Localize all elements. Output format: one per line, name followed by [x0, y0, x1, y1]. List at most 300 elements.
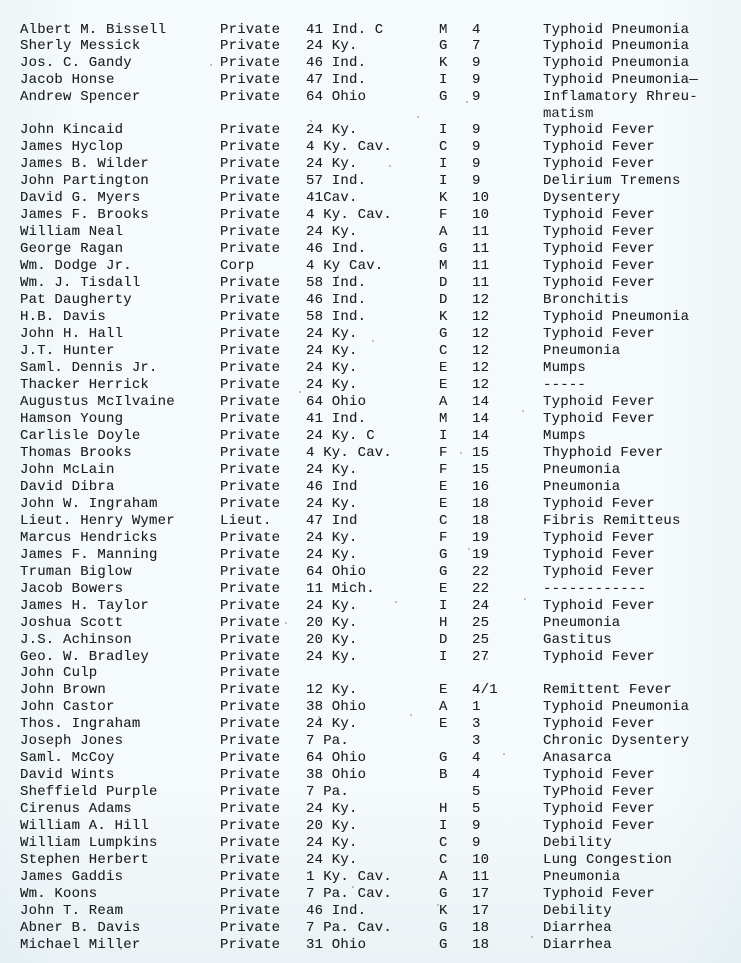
regiment: 4 Ky. Cav.: [306, 207, 393, 223]
regiment: 24 Ky.: [306, 530, 358, 546]
soldier-name: John T. Ream: [20, 903, 124, 919]
speck: [466, 101, 468, 103]
soldier-name: James Gaddis: [20, 869, 124, 885]
soldier-name: James H. Taylor: [20, 598, 150, 614]
regiment: 24 Ky. C: [306, 428, 375, 444]
rank: Private: [220, 716, 281, 732]
cause-of-death: Mumps: [543, 428, 587, 444]
list-item: [0, 445, 741, 462]
list-item: [0, 411, 741, 428]
company: I: [439, 156, 448, 172]
speck: [531, 936, 533, 938]
soldier-name: John Culp: [20, 665, 98, 681]
list-item: [0, 462, 741, 479]
soldier-name: Joseph Jones: [20, 733, 124, 749]
company: G: [439, 920, 448, 936]
list-item: [0, 156, 741, 173]
rank: Private: [220, 801, 281, 817]
list-item: [0, 835, 741, 852]
date: 4/1: [472, 682, 498, 698]
list-item: [0, 581, 741, 598]
company: G: [439, 937, 448, 953]
speck: [417, 116, 419, 118]
date: 9: [472, 818, 481, 834]
date: 10: [472, 190, 490, 206]
rank: Private: [220, 581, 281, 597]
cause-of-death: Fibris Remitteus: [543, 513, 681, 529]
cause-of-death: Typhoid Fever: [543, 275, 655, 291]
speck: [299, 391, 301, 393]
soldier-name: Thomas Brooks: [20, 445, 132, 461]
regiment: 24 Ky.: [306, 38, 358, 54]
company: C: [439, 852, 448, 868]
date: 15: [472, 445, 490, 461]
list-item: [0, 699, 741, 716]
speck: [522, 410, 524, 412]
cause-of-death: Typhoid Fever: [543, 530, 655, 546]
cause-of-death: Typhoid Fever: [543, 394, 655, 410]
rank: Private: [220, 411, 281, 427]
company: G: [439, 89, 448, 105]
cause-of-death: Pneumonia: [543, 869, 621, 885]
cause-of-death: Pneumonia: [543, 615, 621, 631]
rank: Private: [220, 462, 281, 478]
list-item: [0, 886, 741, 903]
cause-of-death: Diarrhea: [543, 937, 612, 953]
company: I: [439, 72, 448, 88]
list-item: [0, 38, 741, 55]
regiment: 24 Ky.: [306, 360, 358, 376]
list-item: [0, 733, 741, 750]
soldier-name: Andrew Spencer: [20, 89, 141, 105]
regiment: 38 Ohio: [306, 767, 367, 783]
list-item: [0, 258, 741, 275]
date: 17: [472, 903, 490, 919]
rank: Private: [220, 173, 281, 189]
regiment: 24 Ky.: [306, 156, 358, 172]
regiment: 46 Ind.: [306, 55, 367, 71]
date: 5: [472, 801, 481, 817]
cause-of-death: Typhoid Fever: [543, 767, 655, 783]
soldier-name: Lieut. Henry Wymer: [20, 513, 175, 529]
regiment: 46 Ind.: [306, 241, 367, 257]
speck: [310, 120, 312, 122]
speck: [468, 548, 470, 550]
company: K: [439, 55, 448, 71]
regiment: 24 Ky.: [306, 835, 358, 851]
date: 9: [472, 72, 481, 88]
soldier-name: William Neal: [20, 224, 124, 240]
cause-of-death: Mumps: [543, 360, 587, 376]
soldier-name: Cirenus Adams: [20, 801, 132, 817]
regiment: 24 Ky.: [306, 377, 358, 393]
company: I: [439, 649, 448, 665]
rank: Private: [220, 920, 281, 936]
cause-of-death: Typhoid Fever: [543, 207, 655, 223]
date: 7: [472, 38, 481, 54]
date: 3: [472, 716, 481, 732]
regiment: 57 Ind.: [306, 173, 367, 189]
list-item: [0, 530, 741, 547]
rank: Private: [220, 122, 281, 138]
rank: Private: [220, 547, 281, 563]
cause-of-death: Anasarca: [543, 750, 612, 766]
soldier-name: James B. Wilder: [20, 156, 150, 172]
company: E: [439, 377, 448, 393]
regiment: 38 Ohio: [306, 699, 367, 715]
cause-of-death: Typhoid Fever: [543, 411, 655, 427]
rank: Private: [220, 445, 281, 461]
list-item: [0, 122, 741, 139]
date: 4: [472, 750, 481, 766]
cause-of-death: Pneumonia: [543, 462, 621, 478]
speck: [285, 622, 287, 624]
date: 9: [472, 122, 481, 138]
regiment: 46 Ind.: [306, 903, 367, 919]
cause-of-death: Remittent Fever: [543, 682, 673, 698]
regiment: 4 Ky. Cav.: [306, 445, 393, 461]
regiment: 24 Ky.: [306, 852, 358, 868]
company: I: [439, 818, 448, 834]
rank: Private: [220, 72, 281, 88]
speck: [486, 658, 488, 660]
date: 15: [472, 462, 490, 478]
rank: Private: [220, 428, 281, 444]
cause-of-death: Debility: [543, 903, 612, 919]
regiment: 58 Ind.: [306, 275, 367, 291]
rank: Private: [220, 394, 281, 410]
cause-of-death: Typhoid Fever: [543, 801, 655, 817]
regiment: 12 Ky.: [306, 682, 358, 698]
company: A: [439, 699, 448, 715]
date: 12: [472, 292, 490, 308]
list-item: [0, 869, 741, 886]
regiment: 47 Ind.: [306, 72, 367, 88]
rank: Private: [220, 190, 281, 206]
regiment: 24 Ky.: [306, 326, 358, 342]
soldier-name: Albert M. Bissell: [20, 22, 167, 38]
soldier-name: Wm. Koons: [20, 886, 98, 902]
list-item: [0, 682, 741, 699]
rank: Private: [220, 89, 281, 105]
cause-of-death: Typhoid Fever: [543, 224, 655, 240]
date: 10: [472, 207, 490, 223]
list-item: [0, 275, 741, 292]
soldier-name: Stephen Herbert: [20, 852, 150, 868]
rank: Private: [220, 649, 281, 665]
date: 11: [472, 258, 490, 274]
regiment: 24 Ky.: [306, 122, 358, 138]
company: D: [439, 275, 448, 291]
speck: [337, 275, 339, 277]
soldier-name: Hamson Young: [20, 411, 124, 427]
date: 25: [472, 615, 490, 631]
speck: [480, 504, 482, 506]
date: 12: [472, 309, 490, 325]
regiment: 7 Pa.: [306, 733, 350, 749]
company: A: [439, 394, 448, 410]
regiment: 24 Ky.: [306, 547, 358, 563]
soldier-name: James Hyclop: [20, 139, 124, 155]
list-item: [0, 801, 741, 818]
cause-of-death: Typhoid Fever: [543, 649, 655, 665]
soldier-name: J.T. Hunter: [20, 343, 115, 359]
cause-of-death: Typhoid Fever: [543, 241, 655, 257]
rank: Private: [220, 22, 281, 38]
regiment: 64 Ohio: [306, 564, 367, 580]
date: 19: [472, 547, 490, 563]
list-item: [0, 55, 741, 72]
company: A: [439, 224, 448, 240]
cause-of-death: Typhoid Fever: [543, 886, 655, 902]
company: M: [439, 22, 448, 38]
rank: Private: [220, 869, 281, 885]
cause-of-death: Pneumonia: [543, 343, 621, 359]
date: 14: [472, 411, 490, 427]
company: G: [439, 326, 448, 342]
list-item: [0, 292, 741, 309]
speck: [318, 716, 320, 718]
company: E: [439, 496, 448, 512]
rank: Private: [220, 207, 281, 223]
soldier-name: Abner B. Davis: [20, 920, 141, 936]
list-item: [0, 547, 741, 564]
soldier-name: J.S. Achinson: [20, 632, 132, 648]
regiment: 46 Ind.: [306, 292, 367, 308]
list-item: [0, 394, 741, 411]
date: 12: [472, 326, 490, 342]
soldier-name: William Lumpkins: [20, 835, 158, 851]
regiment: 64 Ohio: [306, 750, 367, 766]
date: 14: [472, 428, 490, 444]
rank: Private: [220, 38, 281, 54]
soldier-name: Saml. McCoy: [20, 750, 115, 766]
list-item: [0, 784, 741, 801]
regiment: 24 Ky.: [306, 343, 358, 359]
company: H: [439, 801, 448, 817]
regiment: 41 Ind. C: [306, 22, 384, 38]
date: 11: [472, 275, 490, 291]
speck: [410, 714, 412, 716]
company: G: [439, 564, 448, 580]
company: I: [439, 122, 448, 138]
list-item: [0, 190, 741, 207]
company: G: [439, 241, 448, 257]
rank: Private: [220, 479, 281, 495]
date: 24: [472, 598, 490, 614]
company: C: [439, 513, 448, 529]
soldier-name: Thacker Herrick: [20, 377, 150, 393]
rank: Private: [220, 156, 281, 172]
date: 16: [472, 479, 490, 495]
list-item: [0, 615, 741, 632]
rank: Private: [220, 309, 281, 325]
soldier-name: David Dibra: [20, 479, 115, 495]
company: C: [439, 343, 448, 359]
speck: [395, 601, 397, 603]
date: 5: [472, 784, 481, 800]
rank: Private: [220, 292, 281, 308]
company: G: [439, 750, 448, 766]
cause-of-death: Bronchitis: [543, 292, 630, 308]
list-item: [0, 598, 741, 615]
list-item: [0, 89, 741, 106]
soldier-name: James F. Manning: [20, 547, 158, 563]
cause-of-death: Typhoid Pneumonia: [543, 55, 690, 71]
rank: Private: [220, 665, 281, 681]
list-item: [0, 207, 741, 224]
regiment: 20 Ky.: [306, 615, 358, 631]
regiment: 24 Ky.: [306, 496, 358, 512]
rank: Private: [220, 615, 281, 631]
regiment: 41 Ind.: [306, 411, 367, 427]
company: I: [439, 173, 448, 189]
soldier-name: William A. Hill: [20, 818, 150, 834]
soldier-name: H.B. Davis: [20, 309, 107, 325]
list-item: [0, 72, 741, 89]
list-item: [0, 818, 741, 835]
rank: Private: [220, 937, 281, 953]
regiment: 24 Ky.: [306, 598, 358, 614]
soldier-name: Carlisle Doyle: [20, 428, 141, 444]
date: 4: [472, 22, 481, 38]
soldier-name: John Kincaid: [20, 122, 124, 138]
company: F: [439, 445, 448, 461]
rank: Private: [220, 343, 281, 359]
cause-of-death: Typhoid Fever: [543, 496, 655, 512]
date: 25: [472, 632, 490, 648]
cause-of-death: Typhoid Fever: [543, 156, 655, 172]
company: K: [439, 190, 448, 206]
speck: [210, 64, 212, 66]
date: 11: [472, 224, 490, 240]
cause-of-death: Thyphoid Fever: [543, 445, 664, 461]
company: I: [439, 428, 448, 444]
soldier-name: John McLain: [20, 462, 115, 478]
rank: Private: [220, 632, 281, 648]
regiment: 7 Pa. Cav.: [306, 920, 393, 936]
list-item: [0, 767, 741, 784]
company: C: [439, 139, 448, 155]
date: 9: [472, 89, 481, 105]
soldier-name: Saml. Dennis Jr.: [20, 360, 158, 376]
rank: Private: [220, 699, 281, 715]
company: M: [439, 258, 448, 274]
speck: [389, 165, 391, 167]
list-item: [0, 309, 741, 326]
soldier-name: David G. Myers: [20, 190, 141, 206]
cause-of-death: Typhoid Fever: [543, 564, 655, 580]
soldier-name: Wm. J. Tisdall: [20, 275, 141, 291]
regiment: 1 Ky. Cav.: [306, 869, 393, 885]
date: 17: [472, 886, 490, 902]
date: 18: [472, 937, 490, 953]
list-item: [0, 241, 741, 258]
list-item: [0, 224, 741, 241]
date: 12: [472, 360, 490, 376]
rank: Private: [220, 784, 281, 800]
soldier-name: John H. Hall: [20, 326, 124, 342]
soldier-name: John Brown: [20, 682, 107, 698]
date: 22: [472, 581, 490, 597]
company: D: [439, 292, 448, 308]
soldier-name: Marcus Hendricks: [20, 530, 158, 546]
cause-of-death: Diarrhea: [543, 920, 612, 936]
rank: Private: [220, 835, 281, 851]
cause-of-death: Chronic Dysentery: [543, 733, 690, 749]
date: 1: [472, 699, 481, 715]
rank: Private: [220, 496, 281, 512]
cause-of-death: TyPhoid Fever: [543, 784, 655, 800]
list-item: [0, 377, 741, 394]
speck: [120, 948, 122, 950]
rank: Private: [220, 733, 281, 749]
list-item: [0, 326, 741, 343]
speck: [372, 340, 374, 342]
cause-of-death: Lung Congestion: [543, 852, 673, 868]
cause-of-death: Typhoid Fever: [543, 326, 655, 342]
regiment: 24 Ky.: [306, 649, 358, 665]
rank: Private: [220, 564, 281, 580]
regiment: 24 Ky.: [306, 716, 358, 732]
company: F: [439, 462, 448, 478]
cause-continuation: matism: [543, 106, 594, 122]
regiment: 31 Ohio: [306, 937, 367, 953]
soldier-name: Pat Daugherty: [20, 292, 132, 308]
soldier-name: David Wints: [20, 767, 115, 783]
rank: Private: [220, 750, 281, 766]
rank: Private: [220, 326, 281, 342]
regiment: 20 Ky.: [306, 632, 358, 648]
speck: [352, 886, 354, 888]
cause-of-death: Typhoid Fever: [543, 547, 655, 563]
company: D: [439, 632, 448, 648]
soldier-name: Truman Biglow: [20, 564, 132, 580]
soldier-name: Augustus McIlvaine: [20, 394, 175, 410]
cause-of-death: Typhoid Fever: [543, 258, 655, 274]
regiment: 64 Ohio: [306, 89, 367, 105]
cause-of-death: Delirium Tremens: [543, 173, 681, 189]
soldier-name: Sheffield Purple: [20, 784, 158, 800]
company: E: [439, 716, 448, 732]
list-item: [0, 937, 741, 954]
company: B: [439, 767, 448, 783]
soldier-name: James F. Brooks: [20, 207, 150, 223]
regiment: 47 Ind: [306, 513, 358, 529]
list-item: [0, 428, 741, 445]
date: 27: [472, 649, 490, 665]
date: 11: [472, 869, 490, 885]
date: 18: [472, 920, 490, 936]
cause-of-death: Typhoid Pneumonia: [543, 309, 690, 325]
rank: Private: [220, 275, 281, 291]
soldier-name: Jacob Bowers: [20, 581, 124, 597]
company: A: [439, 869, 448, 885]
soldier-name: Geo. W. Bradley: [20, 649, 150, 665]
date: 9: [472, 835, 481, 851]
company: E: [439, 682, 448, 698]
cause-of-death: Inflamatory Rhreu-: [543, 89, 698, 105]
cause-of-death: Pneumonia: [543, 479, 621, 495]
soldier-name: John Partington: [20, 173, 150, 189]
soldier-name: Wm. Dodge Jr.: [20, 258, 132, 274]
regiment: 24 Ky.: [306, 801, 358, 817]
list-item: [0, 139, 741, 156]
regiment: 4 Ky. Cav.: [306, 139, 393, 155]
company: E: [439, 360, 448, 376]
list-item: [0, 360, 741, 377]
cause-of-death: Typhoid Fever: [543, 122, 655, 138]
